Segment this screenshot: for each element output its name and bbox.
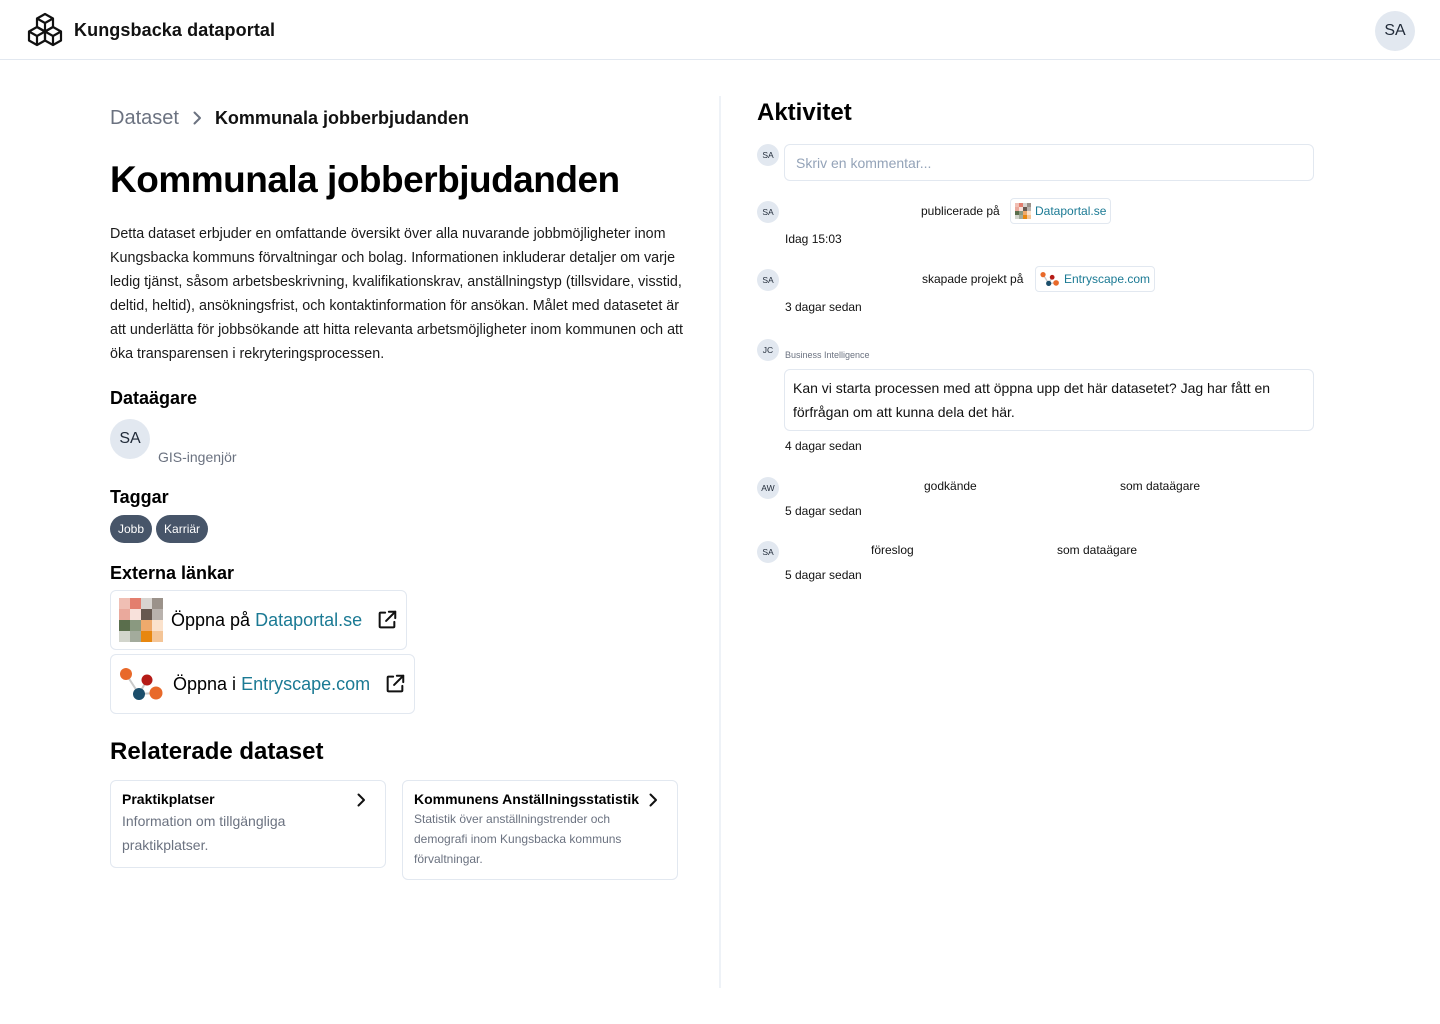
event-action: föreslog	[871, 543, 914, 557]
event-suffix: som dataägare	[1120, 479, 1201, 493]
related-datasets	[110, 780, 685, 880]
breadcrumb-current: Kommunala jobberbjudanden	[214, 107, 469, 128]
related-heading: Relaterade dataset	[110, 738, 324, 765]
activity-item	[757, 198, 1317, 246]
event-avatar: SA	[757, 269, 779, 291]
activity-item	[757, 474, 1317, 518]
event-action: publicerade på	[921, 204, 1000, 218]
owner-role: GIS-ingenjör	[158, 449, 237, 465]
chip-label: Dataportal.se	[1035, 204, 1107, 218]
owner-heading: Dataägare	[110, 388, 198, 408]
commenter-role: Business Intelligence	[785, 350, 870, 360]
comment-message: Kan vi starta processen med att öppna upp det här datasetet? Jag har fått en förfrågan om att kunna dela det här.	[784, 369, 1314, 431]
event-time: Idag 15:03	[785, 232, 842, 246]
event-action: skapade projekt på	[922, 272, 1024, 286]
column-divider	[719, 96, 721, 988]
user-avatar[interactable]: SA	[1375, 11, 1415, 51]
comment-input[interactable]	[784, 144, 1314, 181]
page-title: Kommunala jobberbjudanden	[110, 159, 620, 200]
event-time: 4 dagar sedan	[785, 439, 862, 453]
entryscape-link-label: Öppna i Entryscape.com	[173, 673, 371, 694]
event-time: 5 dagar sedan	[785, 504, 862, 518]
related-title: Praktikplatser	[122, 791, 215, 807]
app-title: Kungsbacka dataportal	[74, 19, 276, 40]
chip-label: Entryscape.com	[1064, 272, 1151, 286]
related-card-anstallningsstatistik[interactable]	[402, 780, 678, 880]
open-entryscape-link[interactable]	[110, 654, 415, 714]
entryscape-logo-icon	[1040, 270, 1060, 288]
breadcrumb-dataset-link[interactable]: Dataset	[110, 106, 179, 129]
owner-avatar[interactable]: SA	[110, 419, 150, 459]
related-description: Statistik över anställningstrender och demografi inom Kungsbacka kommuns förvaltningar.	[414, 812, 622, 866]
dataset-description: Detta dataset erbjuder en omfattande översikt över alla nuvarande jobbmöjligheter inom Kungsbacka kommuns förvaltningar och bolag. Informationen inkluderar detaljer om varje ledig tjänst, såsom arbetsbeskrivning, kvalifikationskrav, anställningstyp (tillsvidare, visstid, deltid, heltid), ansökningsfrist, och kontaktinformation för ansökan. Målet med datasetet är att underlätta för jobbsökande att hitta relevanta arbetsmöjligheter inom kommunen och att öka transparensen i rekryteringsprocessen.	[110, 226, 683, 362]
related-description: Information om tillgängliga praktikplatser.	[122, 813, 286, 853]
top-bar	[0, 0, 1440, 60]
activity-heading: Aktivitet	[757, 99, 852, 126]
external-links-heading: Externa länkar	[110, 563, 235, 583]
cubes-icon	[26, 12, 64, 48]
brand[interactable]	[26, 12, 275, 48]
event-avatar: JC	[757, 339, 779, 361]
event-time: 3 dagar sedan	[785, 300, 862, 314]
activity-panel	[757, 98, 1317, 582]
open-dataportal-link[interactable]	[110, 590, 407, 650]
related-card-praktikplatser[interactable]	[110, 780, 386, 868]
entryscape-chip[interactable]	[1035, 266, 1155, 292]
comment-composer	[757, 144, 1317, 181]
event-avatar: SA	[757, 541, 779, 563]
activity-item	[757, 266, 1317, 314]
chevron-right-icon	[645, 792, 661, 808]
event-avatar: AW	[757, 477, 779, 499]
breadcrumb	[110, 100, 685, 136]
tags-heading: Taggar	[110, 487, 169, 507]
entryscape-logo-icon	[119, 664, 165, 704]
tag-jobb[interactable]: Jobb	[110, 515, 152, 543]
related-title: Kommunens Anställningsstatistik	[414, 791, 640, 807]
activity-item	[757, 538, 1317, 582]
event-suffix: som dataägare	[1057, 543, 1138, 557]
tag-karriar[interactable]: Karriär	[156, 515, 208, 543]
dataset-details	[110, 100, 685, 880]
comment-avatar: SA	[757, 144, 779, 166]
chevron-right-icon	[353, 792, 369, 808]
event-action: godkände	[924, 479, 977, 493]
dataportal-logo-icon	[1015, 203, 1031, 219]
data-owner	[110, 419, 685, 463]
dataportal-chip[interactable]	[1010, 198, 1111, 224]
external-links	[110, 584, 685, 714]
tag-list	[110, 515, 685, 543]
external-link-icon	[384, 673, 406, 695]
dataportal-link-label: Öppna på Dataportal.se	[171, 609, 363, 630]
event-time: 5 dagar sedan	[785, 568, 862, 582]
external-link-icon	[376, 609, 398, 631]
event-avatar: SA	[757, 201, 779, 223]
chevron-right-icon	[187, 108, 207, 128]
dataportal-logo-icon	[119, 598, 163, 642]
